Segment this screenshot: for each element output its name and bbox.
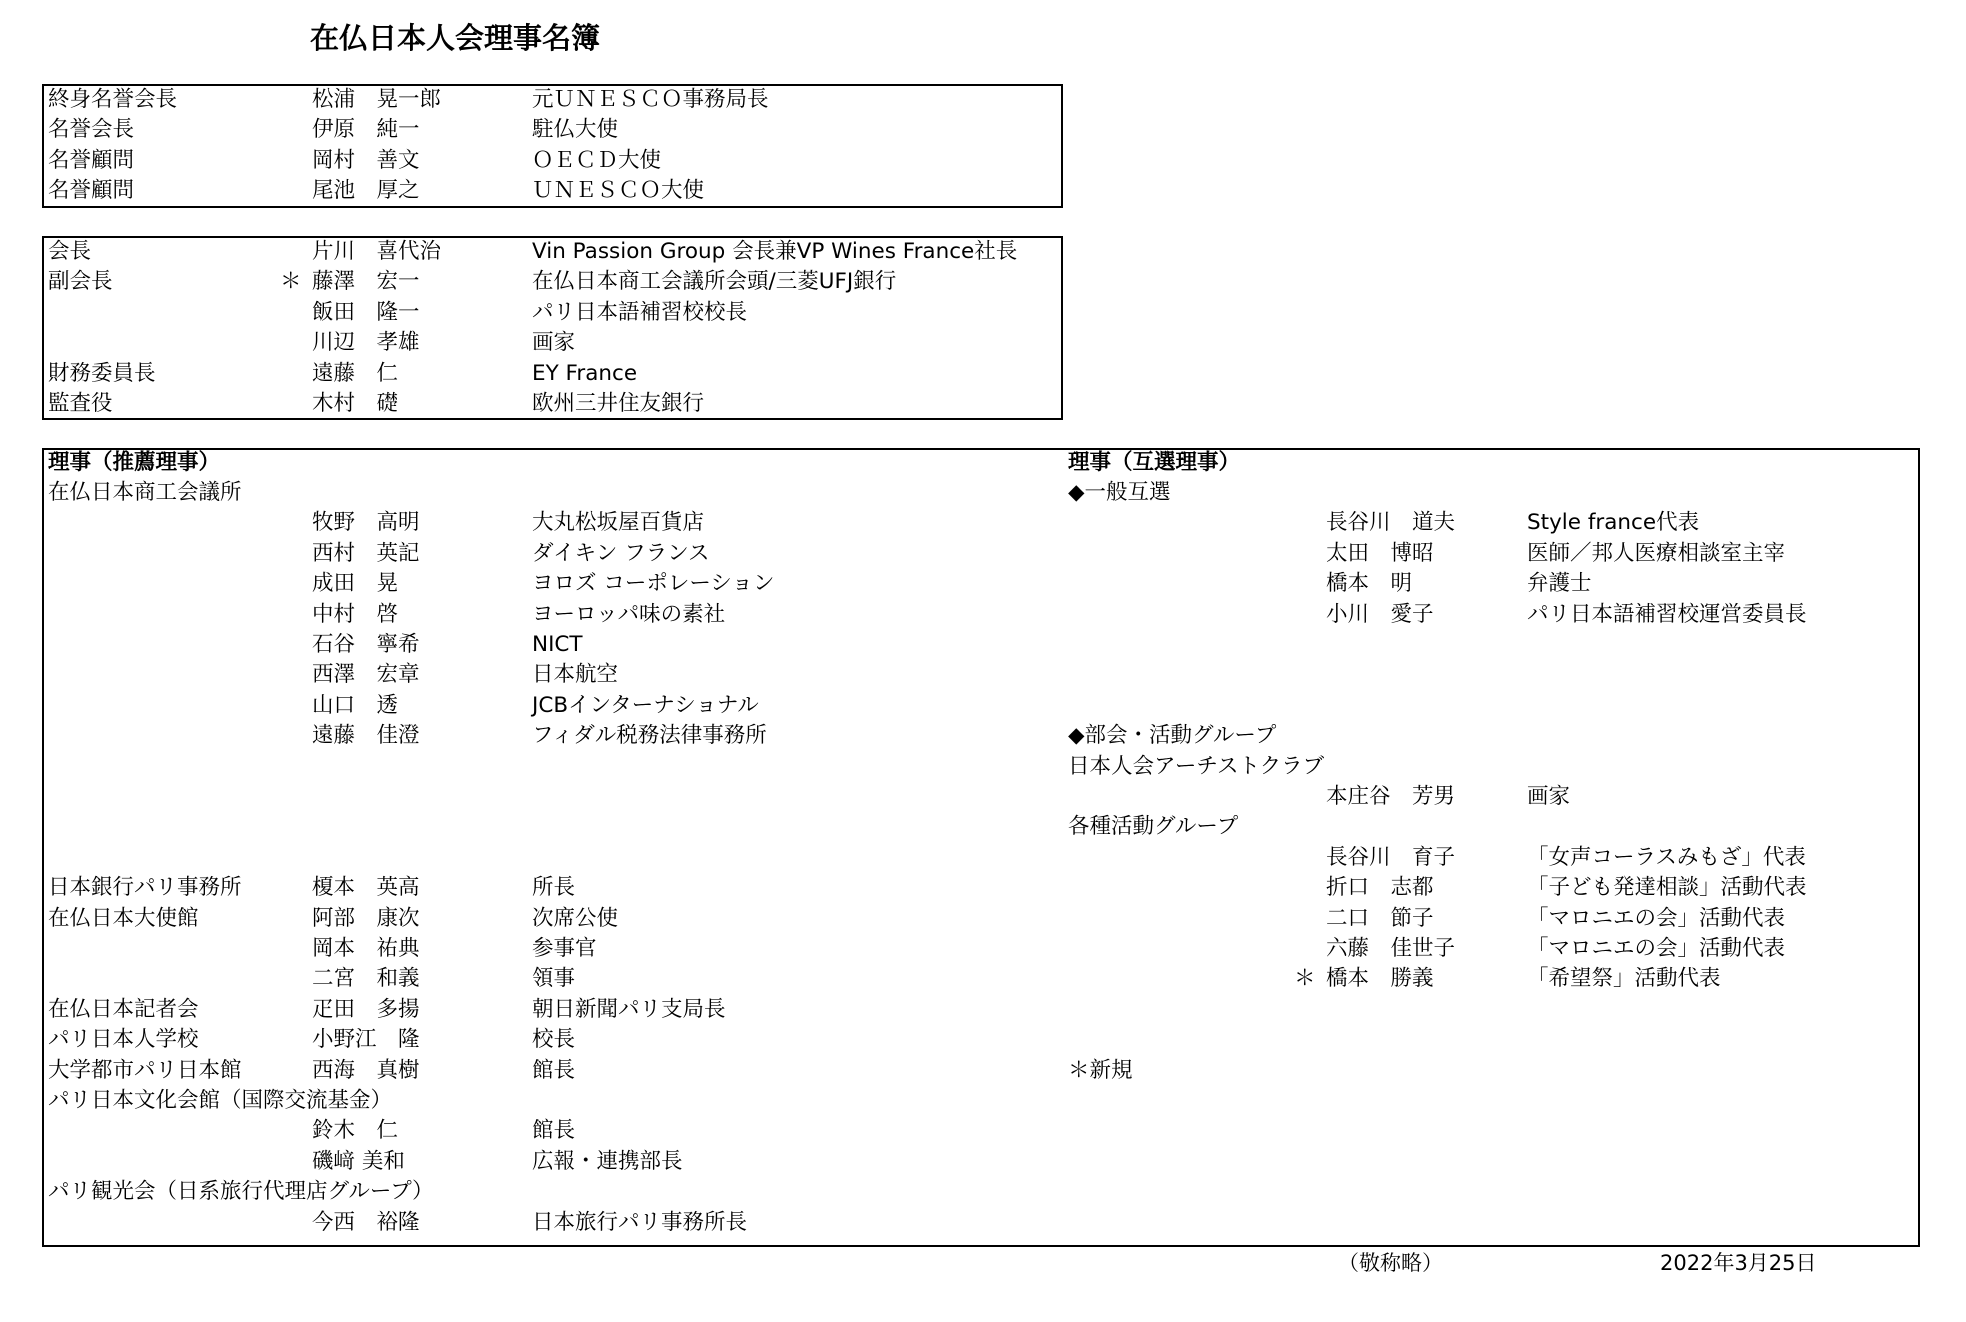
recommended-org: 所長 (532, 875, 576, 901)
honorary-role: 名誉顧問 (48, 147, 135, 173)
recommended-name: 中村 啓 (312, 601, 399, 627)
honorary-name: 松浦 晃一郎 (312, 87, 442, 112)
officer-role: 財務委員長 (48, 360, 156, 386)
recommended-name: 西村 英記 (312, 540, 420, 566)
recommended-name: 西澤 宏章 (312, 662, 420, 688)
recommended-name: 山口 透 (312, 692, 399, 718)
recommended-name: 西海 真樹 (312, 1057, 420, 1083)
recommended-group: 日本銀行パリ事務所 (48, 875, 242, 901)
recommended-name: 遠藤 佳澄 (312, 723, 420, 749)
elected-name: 橋本 勝義 (1326, 966, 1434, 992)
officer-org: Vin Passion Group 会長兼VP Wines France社長 (532, 239, 1018, 264)
recommended-org: フィダル税務法律事務所 (532, 723, 767, 749)
honorary-role: 名誉会長 (48, 117, 135, 143)
recommended-org: 参事官 (532, 936, 597, 961)
honorary-name: 尾池 厚之 (312, 178, 420, 204)
honorary-role: 名誉顧問 (48, 178, 135, 204)
officer-name: 飯田 隆一 (312, 299, 420, 325)
officer-role: 会長 (48, 239, 92, 264)
elected-label: ＊新規 (1068, 1057, 1133, 1083)
elected-org: Style france代表 (1527, 510, 1700, 536)
officer-name: 川辺 孝雄 (312, 330, 420, 356)
recommended-name: 二宮 和義 (312, 966, 420, 992)
recommended-name: 阿部 康次 (312, 905, 420, 931)
recommended-org: ヨロズ コーポレーション (532, 571, 775, 597)
elected-name: 橋本 明 (1326, 571, 1413, 597)
elected-org: 「子ども発達相談」活動代表 (1527, 875, 1807, 901)
recommended-org: 日本旅行パリ事務所長 (532, 1209, 748, 1235)
elected-label: 各種活動グループ (1068, 814, 1239, 840)
elected-name: 太田 博昭 (1326, 540, 1434, 566)
elected-label: ◆部会・活動グループ (1068, 723, 1277, 749)
recommended-group: パリ観光会（日系旅行代理店グループ） (48, 1179, 434, 1205)
honorary-role: 終身名誉会長 (48, 87, 178, 112)
recommended-group: パリ日本人学校 (48, 1027, 199, 1053)
honorary-org: ＵＮＥＳＣＯ大使 (532, 178, 705, 204)
recommended-org: 大丸松坂屋百貨店 (532, 510, 705, 536)
officer-name: 藤澤 宏一 (312, 269, 420, 295)
elected-heading: 理事（互選理事） (1068, 450, 1241, 475)
officer-name: 片川 喜代治 (312, 239, 442, 264)
recommended-group: 在仏日本商工会議所 (48, 480, 242, 505)
elected-name: 六藤 佳世子 (1326, 936, 1456, 961)
officer-role: 副会長 (48, 269, 113, 295)
officer-role: 監査役 (48, 391, 113, 416)
recommended-org: NICT (532, 632, 583, 657)
officer-name: 木村 礎 (312, 391, 399, 416)
officer-org: 欧州三井住友銀行 (532, 391, 705, 416)
recommended-org: ダイキン フランス (532, 540, 710, 566)
elected-name: 長谷川 道夫 (1326, 510, 1456, 536)
officer-org: 在仏日本商工会議所会頭/三菱UFJ銀行 (532, 269, 897, 295)
new-member-mark: ＊ (1294, 966, 1316, 992)
recommended-org: 次席公使 (532, 905, 619, 931)
recommended-name: 成田 晃 (312, 571, 399, 597)
officer-name: 遠藤 仁 (312, 360, 399, 386)
recommended-name: 榎本 英高 (312, 875, 420, 901)
elected-org: 「女声コーラスみもざ」代表 (1527, 844, 1806, 870)
recommended-name: 石谷 寧希 (312, 632, 420, 657)
officer-org: 画家 (532, 330, 576, 356)
recommended-name: 磯﨑 美和 (312, 1148, 405, 1174)
elected-name: 本庄谷 芳男 (1326, 784, 1456, 809)
recommended-name: 牧野 高明 (312, 510, 420, 536)
elected-org: 「マロニエの会」活動代表 (1527, 905, 1786, 931)
recommended-group: パリ日本文化会館（国際交流基金） (48, 1088, 393, 1113)
recommended-name: 岡本 祐典 (312, 936, 420, 961)
recommended-name: 今西 裕隆 (312, 1209, 420, 1235)
elected-org: パリ日本語補習校運営委員長 (1527, 601, 1807, 627)
honorary-name: 伊原 純一 (312, 117, 420, 143)
recommended-name: 疋田 多揚 (312, 996, 420, 1022)
honorary-org: 駐仏大使 (532, 117, 619, 143)
honorary-org: ＯＥＣＤ大使 (532, 147, 662, 173)
recommended-heading: 理事（推薦理事） (48, 450, 221, 475)
elected-label: 日本人会アーチストクラブ (1068, 753, 1325, 779)
elected-org: 「マロニエの会」活動代表 (1527, 936, 1786, 961)
recommended-org: 校長 (532, 1027, 576, 1053)
elected-org: 「希望祭」活動代表 (1527, 966, 1721, 992)
recommended-name: 鈴木 仁 (312, 1118, 399, 1144)
elected-org: 弁護士 (1527, 571, 1592, 597)
page-title: 在仏日本人会理事名簿 (310, 21, 601, 55)
recommended-org: ヨーロッパ味の素社 (532, 601, 726, 627)
elected-name: 折口 志都 (1326, 875, 1434, 901)
elected-name: 長谷川 育子 (1326, 844, 1456, 870)
date-label: 2022年3月25日 (1660, 1251, 1817, 1275)
elected-org: 画家 (1527, 784, 1571, 809)
recommended-group: 大学都市パリ日本館 (48, 1057, 242, 1083)
recommended-org: JCBインターナショナル (532, 692, 759, 718)
recommended-org: 朝日新聞パリ支局長 (532, 996, 726, 1022)
honorary-name: 岡村 善文 (312, 147, 420, 173)
elected-org: 医師／邦人医療相談室主宰 (1527, 540, 1786, 566)
honorific-note: （敬称略） (1338, 1251, 1443, 1275)
recommended-group: 在仏日本記者会 (48, 996, 199, 1022)
new-member-mark: ＊ (280, 269, 302, 295)
elected-name: 小川 愛子 (1326, 601, 1434, 627)
recommended-org: 館長 (532, 1118, 576, 1144)
recommended-org: 広報・連携部長 (532, 1148, 683, 1174)
recommended-org: 日本航空 (532, 662, 619, 688)
honorary-org: 元ＵＮＥＳＣＯ事務局長 (532, 87, 769, 112)
elected-name: 二口 節子 (1326, 905, 1434, 931)
recommended-name: 小野江 隆 (312, 1027, 420, 1053)
officer-org: パリ日本語補習校校長 (532, 299, 748, 325)
recommended-org: 館長 (532, 1057, 576, 1083)
recommended-group: 在仏日本大使館 (48, 905, 199, 931)
elected-label: ◆一般互選 (1068, 480, 1171, 505)
officer-org: EY France (532, 360, 638, 386)
recommended-org: 領事 (532, 966, 576, 992)
